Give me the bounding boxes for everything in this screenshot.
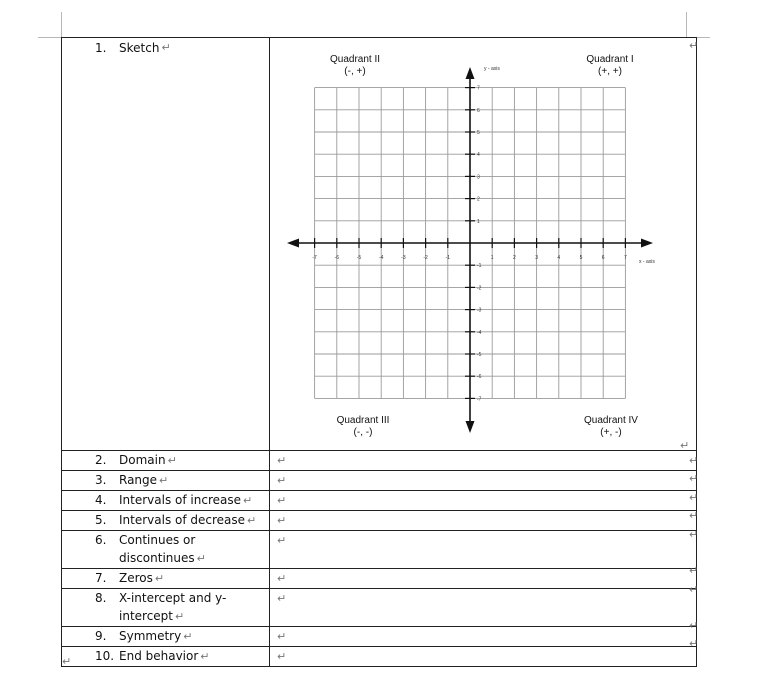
item-label: X-intercept and y-intercept [119, 591, 227, 623]
y-tick-label: 4 [477, 152, 480, 159]
y-tick-label: 6 [477, 107, 480, 114]
sketch-label-cell[interactable] [62, 38, 270, 451]
item-label-cell[interactable] [62, 569, 270, 589]
y-axis-label: y - axis [484, 66, 500, 72]
x-axis-right-arrow-icon [641, 239, 653, 248]
x-tick-label: 4 [557, 255, 561, 261]
answer-cell[interactable] [270, 491, 697, 511]
item-label-cell[interactable] [62, 471, 270, 491]
answer-cell[interactable] [270, 528, 699, 569]
answer-cell[interactable] [270, 471, 697, 491]
quadrant-signs-q2: (-, +) [344, 66, 366, 77]
item-label: Intervals of increase [119, 493, 241, 507]
row-end-mark-icon: ↵ [689, 472, 699, 485]
answer-cell[interactable] [270, 647, 697, 667]
table-row [62, 569, 697, 589]
item-label-cell[interactable] [62, 627, 270, 647]
item-number: 7. [95, 571, 107, 585]
item-label: Intervals of decrease [119, 513, 246, 527]
y-tick-label: -3 [477, 307, 482, 314]
answer-cell[interactable] [270, 451, 697, 471]
paragraph-mark-icon: ↵ [247, 514, 257, 527]
x-tick-label: 2 [513, 255, 516, 261]
quadrant-name-q3: Quadrant III [336, 415, 390, 426]
table-row [62, 471, 697, 491]
item-number: 8. [95, 591, 107, 605]
item-label-cell[interactable] [62, 451, 270, 471]
paragraph-mark-icon: ↵ [200, 650, 210, 663]
paragraph-mark-icon: ↵ [183, 630, 193, 643]
y-tick-label: 2 [477, 196, 480, 203]
row-end-mark-icon: ↵ [680, 439, 690, 452]
y-tick-label: -5 [477, 352, 482, 358]
item-label-cell[interactable] [62, 531, 270, 569]
table-row [62, 589, 697, 627]
item-label: Continues or discontinues [119, 533, 196, 565]
item-label-cell[interactable] [62, 647, 270, 667]
paragraph-mark-icon: ↵ [175, 610, 185, 623]
item-label: End behavior [119, 649, 199, 663]
row-end-mark-icon: ↵ [689, 509, 699, 522]
quadrant-name-q2: Quadrant II [329, 54, 381, 65]
x-tick-label: 1 [490, 255, 494, 261]
item-label-cell[interactable] [62, 511, 270, 531]
item-number: 3. [95, 473, 107, 487]
x-axis-label: x - axis [639, 259, 655, 265]
x-tick-label: 7 [624, 255, 627, 261]
quadrant-signs-q4: (+, -) [600, 427, 622, 438]
row-end-mark-icon: ↵ [689, 619, 699, 632]
cell-mark-icon: ↵ [277, 454, 287, 467]
answer-cell[interactable] [270, 511, 697, 531]
x-tick-label: -4 [378, 255, 384, 261]
row-end-mark-icon: ↵ [689, 454, 699, 467]
paragraph-mark-icon: ↵ [196, 552, 206, 565]
row-end-mark-icon: ↵ [689, 39, 699, 52]
quadrant-signs-q3: (-, -) [353, 427, 373, 438]
y-tick-label: 3 [477, 174, 480, 181]
item-label: Range [119, 473, 158, 487]
crop-mark-right-vertical [686, 12, 687, 37]
table-row [62, 647, 697, 667]
quadrant-name-q4: Quadrant IV [584, 415, 638, 426]
item-number: 4. [95, 493, 107, 507]
y-tick-label: -4 [477, 329, 482, 336]
answer-cell[interactable] [270, 627, 699, 650]
table-row [62, 511, 697, 531]
paragraph-mark-icon: ↵ [167, 454, 177, 467]
y-tick-label: -2 [477, 285, 482, 292]
item-number: 6. [95, 533, 107, 547]
item-number: 5. [95, 513, 107, 527]
item-number: 9. [95, 629, 107, 643]
answer-cell[interactable] [270, 569, 697, 589]
row-end-mark-icon: ↵ [689, 491, 699, 504]
x-tick-label: -6 [334, 255, 340, 261]
worksheet-table [61, 37, 697, 667]
paragraph-mark-icon: ↵ [242, 494, 253, 507]
table-row-sketch [62, 38, 697, 451]
sketch-answer-cell[interactable] [270, 38, 697, 451]
item-label: Domain [119, 453, 166, 467]
x-tick-label: 3 [535, 255, 538, 261]
row-end-mark-icon: ↵ [689, 564, 699, 577]
crop-mark-left-vertical [61, 12, 62, 37]
paragraph-mark-icon: ↵ [62, 655, 72, 668]
table-row [62, 627, 697, 647]
cell-mark-icon: ↵ [277, 630, 287, 643]
item-number: 10. [95, 649, 115, 663]
y-tick-label: -7 [477, 396, 482, 403]
item-label: Zeros [119, 571, 153, 585]
cell-mark-icon: ↵ [277, 514, 287, 527]
x-axis-left-arrow-icon [287, 239, 299, 248]
cell-mark-icon: ↵ [277, 494, 287, 507]
cell-mark-icon: ↵ [277, 650, 287, 663]
y-tick-label: 1 [477, 218, 480, 225]
cell-mark-icon: ↵ [277, 572, 287, 585]
x-tick-label: -7 [312, 255, 317, 261]
y-axis-up-arrow-icon [466, 67, 475, 79]
row-end-mark-icon: ↵ [689, 637, 699, 650]
quadrant-signs-q1: (+, +) [598, 66, 622, 77]
y-axis-down-arrow-icon [466, 421, 475, 433]
coordinate-plane [270, 38, 699, 450]
paragraph-mark-icon: ↵ [159, 474, 169, 487]
crop-mark-left-horizontal [38, 37, 61, 38]
x-tick-label: -2 [423, 255, 428, 261]
row-end-mark-icon: ↵ [689, 528, 699, 541]
row-end-mark-icon: ↵ [689, 583, 699, 596]
paragraph-mark-icon: ↵ [161, 41, 171, 54]
x-tick-label: -3 [401, 255, 406, 261]
quadrant-name-q1: Quadrant I [586, 54, 634, 65]
x-tick-label: -5 [356, 255, 362, 261]
paragraph-mark-icon: ↵ [154, 572, 165, 585]
x-tick-label: 6 [601, 255, 605, 261]
table-row [62, 491, 697, 511]
item-number: 1. [95, 41, 107, 55]
item-label: Symmetry [119, 629, 182, 643]
table-row [62, 451, 697, 471]
item-label-cell[interactable] [62, 491, 270, 511]
answer-cell[interactable] [270, 589, 697, 627]
y-tick-label: 7 [477, 85, 480, 92]
x-tick-label: 5 [579, 255, 583, 261]
cell-mark-icon: ↵ [277, 534, 287, 547]
y-tick-label: -6 [477, 374, 482, 381]
item-label: Sketch [119, 41, 160, 55]
table-row [62, 531, 697, 569]
item-label-cell[interactable] [62, 589, 270, 627]
y-tick-label: 5 [477, 130, 480, 136]
y-tick-label: -1 [477, 263, 482, 270]
x-tick-label: -1 [445, 255, 451, 261]
cell-mark-icon: ↵ [277, 592, 287, 605]
cell-mark-icon: ↵ [277, 474, 287, 487]
item-number: 2. [95, 453, 107, 467]
